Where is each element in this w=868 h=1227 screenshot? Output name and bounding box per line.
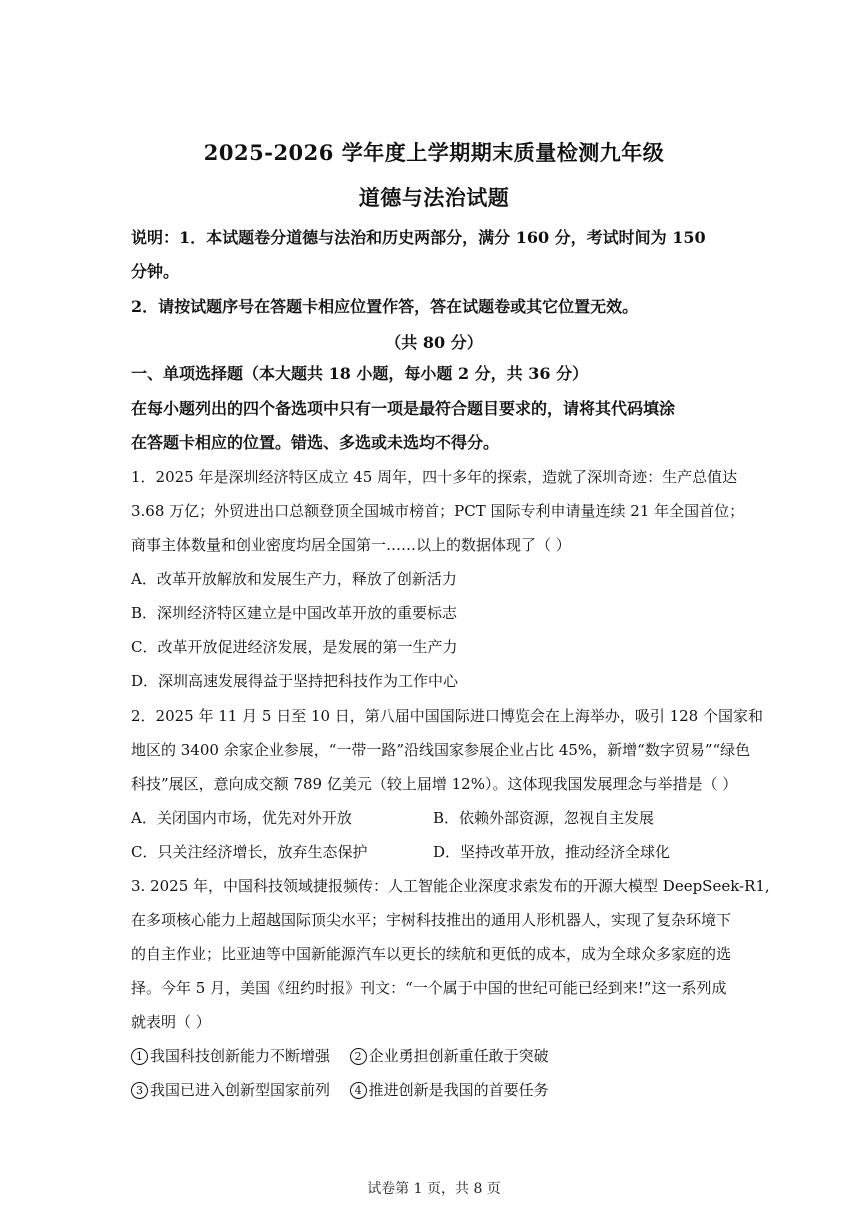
item-number-1: 1 [131,1048,148,1065]
q2-option-d: D．坚持改革开放，推动经济全球化 [433,843,671,861]
instructions-line-3: 2．请按试题序号在答题卡相应位置作答，答在试题卷或其它位置无效。 [131,297,639,316]
item-number-3: 3 [131,1082,148,1099]
q3-item-1: 我国科技创新能力不断增强 [150,1047,331,1065]
q3-items-row-2 [131,1080,549,1100]
q2-stem-line-2: 地区的 3400 余家企业参展，“一带一路”沿线国家参展企业占比 45%，新增“数字贸易”“绿色 [131,741,751,759]
q3-stem-line-3: 的自主作业；比亚迪等中国新能源汽车以更长的续航和更低的成本，成为全球众多家庭的选 [131,945,732,963]
q2-option-a: A．关闭国内市场，优先对外开放 [131,809,352,827]
item-number-4: 4 [350,1082,367,1099]
q3-stem-line-1: 3. 2025 年，中国科技领域捷报频传：人工智能企业深度求索发布的开源大模型 DeepSeek-R1, [131,877,770,895]
q1-stem-line-1: 1．2025 年是深圳经济特区成立 45 周年，四十多年的探索，造就了深圳奇迹：生产总值达 [131,468,738,486]
q3-stem-line-2: 在多项核心能力上超越国际顶尖水平；宇树科技推出的通用人形机器人，实现了复杂环境下 [131,911,732,929]
instructions-line-2: 分钟。 [131,262,180,281]
section-desc-line-1: 在每小题列出的四个备选项中只有一项是最符合题目要求的，请将其代码填涂 [131,399,676,418]
q1-option-c: C．改革开放促进经济发展，是发展的第一生产力 [131,638,458,656]
q2-option-b: B．依赖外部资源，忽视自主发展 [433,809,655,827]
exam-title: 2025-2026 学年度上学期期末质量检测九年级 [203,140,665,165]
score-total: （共 80 分） [385,333,483,352]
q3-stem-line-5: 就表明（ ） [131,1013,211,1031]
instructions-line-1: 说明：1．本试题卷分道德与法治和历史两部分，满分 160 分，考试时间为 150 [131,228,706,247]
q2-option-c: C．只关注经济增长，放弃生态保护 [131,843,368,861]
q3-item-4: 推进创新是我国的首要任务 [368,1081,549,1099]
item-number-2: 2 [350,1048,367,1065]
q3-items-row-1 [131,1046,549,1066]
section-heading: 一、单项选择题（本大题共 18 小题，每小题 2 分，共 36 分） [131,364,589,383]
q3-item-2: 企业勇担创新重任敢于突破 [368,1047,549,1065]
q3-item-3: 我国已进入创新型国家前列 [150,1081,331,1099]
q1-option-d: D．深圳高速发展得益于坚持把科技作为工作中心 [131,672,459,690]
q2-stem-line-1: 2．2025 年 11 月 5 日至 10 日，第八届中国国际进口博览会在上海举办，吸引 128 个国家和 [131,707,763,725]
q1-stem-line-3: 商事主体数量和创业密度均居全国第一……以上的数据体现了（ ） [131,536,571,554]
subject-title: 道德与法治试题 [358,185,510,210]
q1-option-b: B．深圳经济特区建立是中国改革开放的重要标志 [131,604,458,622]
section-desc-line-2: 在答题卡相应的位置。错选、多选或未选均不得分。 [131,433,500,452]
q3-stem-line-4: 择。今年 5 月，美国《纽约时报》刊文：“一个属于中国的世纪可能已经到来!”这一系列成 [131,979,727,997]
q1-stem-line-2: 3.68 万亿；外贸进出口总额登顶全国城市榜首；PCT 国际专利申请量连续 21 年全国首位； [131,502,745,520]
q2-stem-line-3: 科技”展区，意向成交额 789 亿美元（较上届增 12%）。这体现我国发展理念与举措是（ ） [131,775,738,793]
q1-option-a: A．改革开放解放和发展生产力，释放了创新活力 [131,570,457,588]
page-footer: 试卷第 1 页，共 8 页 [367,1181,501,1197]
